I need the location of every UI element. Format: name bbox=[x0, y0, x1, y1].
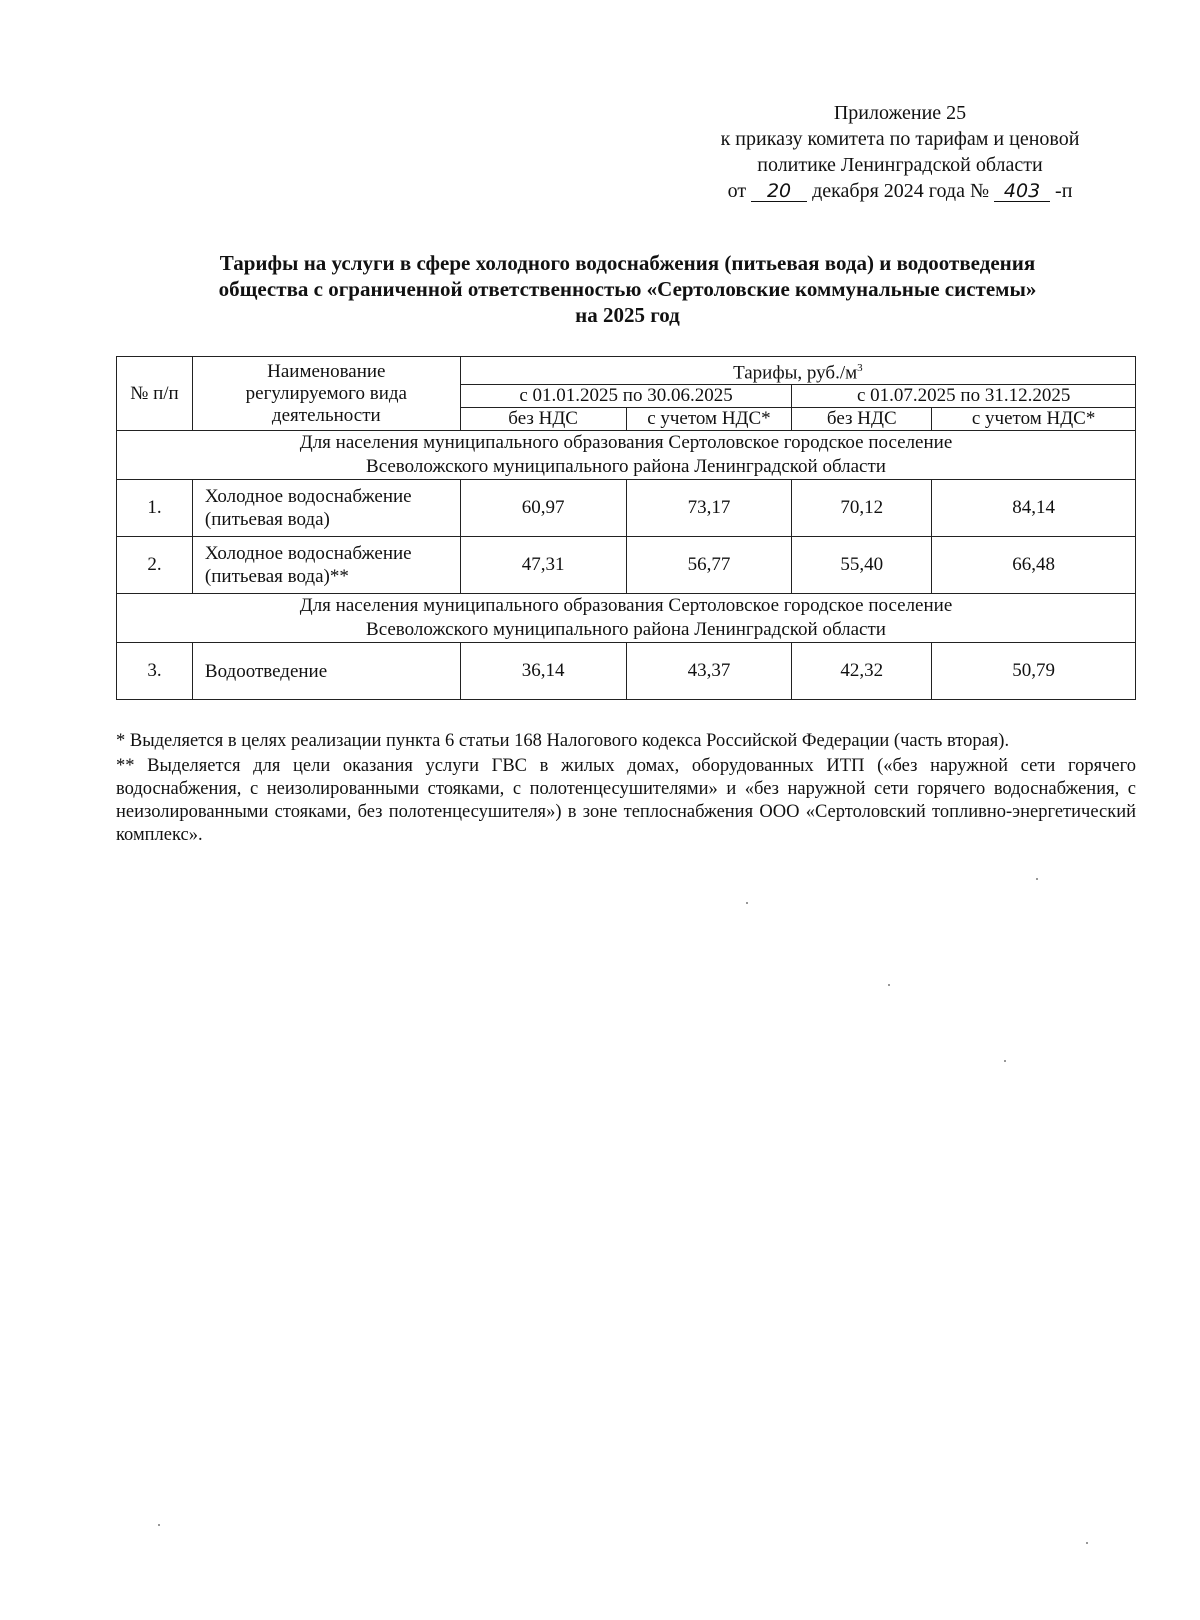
row-number: 3. bbox=[117, 643, 193, 700]
activity-name: Холодное водоснабжение (питьевая вода)** bbox=[192, 537, 460, 594]
p2-no-vat-value: 55,40 bbox=[792, 537, 932, 594]
section-line-1: Для населения муниципального образования Сертоловское городское поселение bbox=[299, 432, 953, 454]
header-tariffs-superscript: 3 bbox=[857, 362, 863, 374]
section-row bbox=[117, 594, 1136, 643]
appendix-number: Приложение 25 bbox=[833, 102, 967, 124]
scan-speck bbox=[1004, 1060, 1006, 1062]
p1-no-vat-value: 60,97 bbox=[460, 480, 626, 537]
row-number: 2. bbox=[117, 537, 193, 594]
header-activity-name: Наименование регулируемого вида деятельности bbox=[192, 357, 460, 431]
header-p1-with-vat: с учетом НДС* bbox=[626, 408, 792, 431]
p2-with-vat-value: 66,48 bbox=[932, 537, 1136, 594]
footnote-hot-water: ** Выделяется для цели оказания услуги ГВС в жилых домах, оборудованных ИТП («без наружной сети горячего водоснабжения, с неизолированными стояками, с полотенцесушителями» и «без наружной сети горячего водоснабжения, с неизолированными стояками, без полотенцесушителя») в зоне теплоснабжения ООО «Сертоловский топливно-энергетический комплекс». bbox=[116, 756, 1136, 845]
p2-with-vat-value: 84,14 bbox=[932, 480, 1136, 537]
section-cell bbox=[117, 594, 1136, 643]
table-row bbox=[117, 643, 1136, 700]
section-row bbox=[117, 431, 1136, 480]
header-tariffs-label: Тарифы, руб./м bbox=[733, 362, 858, 384]
p2-no-vat-value: 42,32 bbox=[792, 643, 932, 700]
handwritten-order-number: 403 bbox=[994, 181, 1050, 202]
order-reference-line: к приказу комитета по тарифам и ценовой bbox=[720, 128, 1080, 150]
table-row bbox=[117, 537, 1136, 594]
p1-with-vat-value: 43,37 bbox=[626, 643, 792, 700]
scan-speck bbox=[888, 984, 890, 986]
appendix-header bbox=[660, 100, 1140, 204]
document-title bbox=[120, 250, 1135, 328]
p1-with-vat-value: 56,77 bbox=[626, 537, 792, 594]
row-number: 1. bbox=[117, 480, 193, 537]
header-row-number: № п/п bbox=[117, 357, 193, 431]
handwritten-day: 20 bbox=[751, 181, 807, 202]
date-prefix: от bbox=[727, 180, 747, 202]
title-line-1: Тарифы на услуги в сфере холодного водоснабжения (питьевая вода) и водоотведения bbox=[219, 251, 1036, 275]
tariff-table bbox=[116, 356, 1136, 700]
section-line-2: Всеволожского муниципального района Ленинградской области bbox=[366, 619, 886, 641]
header-p2-no-vat: без НДС bbox=[792, 408, 932, 431]
p1-with-vat-value: 73,17 bbox=[626, 480, 792, 537]
footnote-vat: * Выделяется в целях реализации пункта 6 статьи 168 Налогового кодекса Российской Федерации (часть вторая). bbox=[116, 731, 1010, 751]
header-tariffs bbox=[460, 357, 1135, 385]
p1-no-vat-value: 47,31 bbox=[460, 537, 626, 594]
header-p2-with-vat: с учетом НДС* bbox=[932, 408, 1136, 431]
order-date-line bbox=[660, 178, 1140, 204]
number-suffix: -п bbox=[1055, 180, 1073, 202]
title-line-3: на 2025 год bbox=[575, 303, 680, 327]
order-authority-line: политике Ленинградской области bbox=[757, 154, 1043, 176]
header-period-1: с 01.01.2025 по 30.06.2025 bbox=[460, 385, 792, 408]
section-line-1: Для населения муниципального образования Сертоловское городское поселение bbox=[299, 595, 953, 617]
scan-speck bbox=[1086, 1542, 1088, 1544]
title-line-2: общества с ограниченной ответственностью «Сертоловские коммунальные системы» bbox=[218, 277, 1037, 301]
header-period-2: с 01.07.2025 по 31.12.2025 bbox=[792, 385, 1136, 408]
footnotes bbox=[116, 730, 1136, 849]
date-middle: декабря 2024 года № bbox=[812, 180, 990, 202]
section-cell bbox=[117, 431, 1136, 480]
p2-with-vat-value: 50,79 bbox=[932, 643, 1136, 700]
header-p1-no-vat: без НДС bbox=[460, 408, 626, 431]
scan-speck bbox=[1036, 878, 1038, 880]
scan-speck bbox=[158, 1524, 160, 1526]
p2-no-vat-value: 70,12 bbox=[792, 480, 932, 537]
p1-no-vat-value: 36,14 bbox=[460, 643, 626, 700]
section-line-2: Всеволожского муниципального района Ленинградской области bbox=[366, 456, 886, 478]
table-row bbox=[117, 480, 1136, 537]
activity-name: Водоотведение bbox=[192, 643, 460, 700]
activity-name: Холодное водоснабжение (питьевая вода) bbox=[192, 480, 460, 537]
scan-speck bbox=[746, 902, 748, 904]
